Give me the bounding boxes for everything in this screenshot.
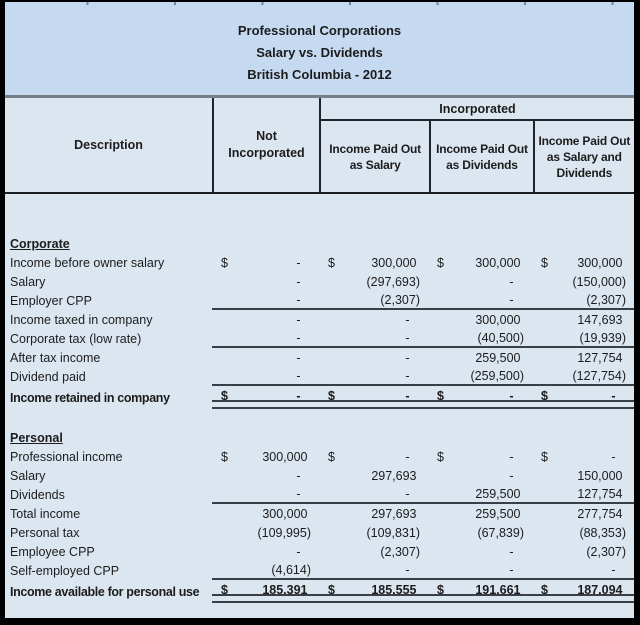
row-label: Income retained in company [10, 390, 170, 405]
row-values [212, 253, 634, 272]
table-header [5, 98, 634, 192]
cell-value: (19,939) [579, 330, 626, 345]
title-band [5, 2, 634, 95]
dollar-sign: $ [221, 582, 228, 597]
row-label [5, 409, 212, 428]
table-row [5, 329, 634, 348]
cell-value: (2,307) [586, 544, 626, 559]
cell-value: - [611, 449, 626, 464]
table-cell [212, 580, 319, 603]
table-row [5, 542, 634, 561]
row-values [212, 367, 634, 386]
cell-value: - [509, 292, 524, 307]
table-row [5, 523, 634, 542]
table-cell [319, 523, 428, 542]
table-cell [532, 504, 634, 523]
cell-value: 150,000 [577, 468, 626, 483]
row-values [212, 485, 634, 504]
cell-value: (109,831) [366, 525, 420, 540]
cell-value: - [296, 312, 311, 327]
table-cell [532, 291, 634, 308]
cell-value: - [296, 292, 311, 307]
row-label: Self-employed CPP [10, 563, 120, 578]
cell-value: 300,000 [475, 255, 524, 270]
cell-value: - [405, 330, 420, 345]
dollar-sign: $ [437, 388, 444, 403]
cell-value: - [296, 274, 311, 289]
cell-value: (150,000) [572, 274, 626, 289]
table-cell [319, 253, 428, 272]
table-body [5, 194, 634, 618]
table-cell [319, 329, 428, 346]
table-cell [428, 542, 532, 561]
table-cell [428, 386, 532, 409]
table-cell [428, 272, 532, 291]
table-cell [428, 580, 532, 603]
table-cell [319, 310, 428, 329]
cell-value: (259,500) [470, 368, 524, 383]
row-label: Corporate tax (low rate) [10, 331, 142, 346]
header-sub-column [321, 121, 429, 192]
table-cell [319, 272, 428, 291]
header-label-line: Income Paid Out [329, 141, 421, 156]
table-cell [319, 386, 428, 409]
table-cell [428, 291, 532, 308]
header-label-line: as Salary and [546, 149, 622, 164]
row-values [212, 542, 634, 561]
cell-value: (109,995) [257, 525, 311, 540]
table-cell [532, 272, 634, 291]
cell-value: 300,000 [262, 506, 311, 521]
row-values [212, 386, 634, 409]
row-label: After tax income [10, 350, 101, 365]
table-cell [212, 272, 319, 291]
cell-value: 297,693 [371, 468, 420, 483]
table-cell [428, 561, 532, 578]
table-cell [319, 542, 428, 561]
table-cell [428, 329, 532, 346]
table-cell [319, 580, 428, 603]
table-cell [532, 348, 634, 367]
cell-value: - [405, 350, 420, 365]
cell-value: - [509, 274, 524, 289]
dollar-sign: $ [328, 255, 335, 270]
table-cell [532, 329, 634, 346]
cell-value: 127,754 [577, 350, 626, 365]
dollar-sign: $ [328, 449, 335, 464]
dollar-sign: $ [221, 255, 228, 270]
row-values [212, 580, 634, 603]
row-label: Employee CPP [10, 544, 95, 559]
header-label-line: Income Paid Out [436, 141, 528, 156]
table-cell [319, 367, 428, 384]
dollar-sign: $ [541, 388, 548, 403]
row-label: Dividends [10, 487, 65, 502]
cell-value: (67,839) [477, 525, 524, 540]
table-cell [212, 386, 319, 409]
header-label-line: Not [256, 129, 277, 143]
row-values [212, 329, 634, 348]
table-cell [319, 348, 428, 367]
row-values [212, 447, 634, 466]
table-row [5, 504, 634, 523]
table-row [5, 367, 634, 386]
row-label: Personal tax [10, 525, 80, 540]
cell-value: 127,754 [577, 486, 626, 501]
cell-value: 300,000 [475, 312, 524, 327]
cell-value: - [509, 388, 524, 403]
cell-value: (88,353) [579, 525, 626, 540]
cell-value: - [296, 486, 311, 501]
table-row [5, 272, 634, 291]
table-cell [428, 310, 532, 329]
table-cell [428, 485, 532, 502]
table-cell [532, 447, 634, 466]
header-description: Description [74, 137, 143, 152]
cell-value: 277,754 [577, 506, 626, 521]
row-label: Salary [10, 274, 46, 289]
page-title-line-3: British Columbia - 2012 [247, 66, 392, 82]
table-cell [532, 523, 634, 542]
cell-value: - [296, 368, 311, 383]
table-cell [319, 561, 428, 578]
header-label-line: Incorporated [228, 146, 305, 160]
table-cell [428, 367, 532, 384]
cell-value: 300,000 [577, 255, 626, 270]
table-cell [319, 504, 428, 523]
cell-value: (4,614) [271, 562, 311, 577]
table-row [5, 580, 634, 603]
page-title-line-2: Salary vs. Dividends [256, 44, 383, 60]
cell-value: 259,500 [475, 350, 524, 365]
table-cell [212, 447, 319, 466]
row-label: Corporate [10, 236, 70, 251]
dollar-sign: $ [437, 255, 444, 270]
row-label: Income taxed in company [10, 312, 153, 327]
cell-value: 185,391 [262, 582, 311, 597]
dollar-sign: $ [437, 582, 444, 597]
header-label-line: Dividends [556, 165, 613, 180]
table-row [5, 253, 634, 272]
header-label-line: as Dividends [446, 157, 518, 172]
cell-value: - [296, 468, 311, 483]
cell-value: - [405, 562, 420, 577]
cell-value: - [405, 486, 420, 501]
row-label: Dividend paid [10, 369, 86, 384]
table-cell [532, 466, 634, 485]
cell-value: 191,661 [475, 582, 524, 597]
row-values [212, 310, 634, 329]
table-cell [212, 523, 319, 542]
cell-value: 259,500 [475, 506, 524, 521]
table-cell [212, 504, 319, 523]
table-cell [428, 466, 532, 485]
row-values [212, 523, 634, 542]
row-values [212, 466, 634, 485]
table-cell [319, 291, 428, 308]
sheet [5, 2, 634, 618]
cell-value: - [509, 562, 524, 577]
cell-value: 300,000 [371, 255, 420, 270]
row-values [212, 504, 634, 523]
row-label: Personal [10, 430, 63, 445]
cell-value: 300,000 [262, 449, 311, 464]
table-cell [212, 329, 319, 346]
row-values [212, 272, 634, 291]
table-cell [532, 310, 634, 329]
table-cell [212, 485, 319, 502]
cell-value: (40,500) [477, 330, 524, 345]
cell-value: - [611, 562, 626, 577]
table-cell [532, 485, 634, 502]
row-label: Salary [10, 468, 46, 483]
cell-value: - [296, 388, 311, 403]
table-cell [532, 542, 634, 561]
dollar-sign: $ [328, 388, 335, 403]
cell-value: (2,307) [380, 544, 420, 559]
cell-value: (2,307) [380, 292, 420, 307]
table-cell [319, 447, 428, 466]
table-cell [532, 253, 634, 272]
cell-value: - [509, 449, 524, 464]
cell-value: - [405, 312, 420, 327]
row-label: Employer CPP [10, 293, 92, 308]
header-label-line: Income Paid Out [538, 133, 631, 148]
cell-value: - [405, 368, 420, 383]
table-cell [428, 348, 532, 367]
table-row [5, 428, 634, 447]
row-values [212, 291, 634, 310]
header-incorporated: Incorporated [321, 98, 634, 121]
table-cell [532, 386, 634, 409]
dollar-sign: $ [437, 449, 444, 464]
table-row [5, 291, 634, 310]
cell-value: (127,754) [572, 368, 626, 383]
table-cell [428, 523, 532, 542]
table-row [5, 447, 634, 466]
dollar-sign: $ [541, 582, 548, 597]
table-row [5, 561, 634, 580]
table-cell [212, 367, 319, 384]
table-cell [319, 466, 428, 485]
dollar-sign: $ [541, 255, 548, 270]
row-values [212, 348, 634, 367]
row-label: Professional income [10, 449, 123, 464]
cell-value: - [296, 350, 311, 365]
header-label-line: as Salary [349, 157, 401, 172]
dollar-sign: $ [221, 449, 228, 464]
table-cell [428, 447, 532, 466]
header-sub-column [533, 121, 634, 192]
cell-value: - [296, 544, 311, 559]
cell-value: 297,693 [371, 506, 420, 521]
header-sub-column [429, 121, 532, 192]
table-cell [532, 580, 634, 603]
table-cell [428, 504, 532, 523]
table-cell [212, 542, 319, 561]
row-label: Income available for personal use [10, 584, 200, 599]
header-not-incorporated [212, 98, 319, 192]
row-values [212, 561, 634, 580]
dollar-sign: $ [221, 388, 228, 403]
table-cell [532, 561, 634, 578]
cell-value: 187,094 [577, 582, 626, 597]
cell-value: - [296, 255, 311, 270]
table-row [5, 386, 634, 409]
table-cell [319, 485, 428, 502]
table-row [5, 485, 634, 504]
dollar-sign: $ [328, 582, 335, 597]
table-cell [212, 466, 319, 485]
cell-value: - [611, 388, 626, 403]
spacer-row [5, 409, 634, 428]
cell-value: 259,500 [475, 486, 524, 501]
header-incorporated-group [319, 98, 634, 192]
cell-value: 147,693 [577, 312, 626, 327]
table-cell [212, 253, 319, 272]
cell-value: - [405, 449, 420, 464]
row-label: Income before owner salary [10, 255, 165, 270]
row-label: Total income [10, 506, 81, 521]
table-cell [212, 561, 319, 578]
cell-value: 185,555 [371, 582, 420, 597]
table-cell [428, 253, 532, 272]
header-sub-columns [321, 121, 634, 192]
gridline-ticks [5, 2, 634, 5]
cell-value: - [509, 544, 524, 559]
cell-value: - [509, 468, 524, 483]
table-cell [212, 348, 319, 367]
table-cell [212, 291, 319, 308]
table-row [5, 466, 634, 485]
table-row [5, 310, 634, 329]
table-cell [212, 310, 319, 329]
cell-value: - [405, 388, 420, 403]
table-row [5, 348, 634, 367]
dollar-sign: $ [541, 449, 548, 464]
cell-value: (2,307) [586, 292, 626, 307]
page-title-line-1: Professional Corporations [237, 22, 402, 38]
cell-value: (297,693) [366, 274, 420, 289]
cell-value: - [296, 330, 311, 345]
table-row [5, 234, 634, 253]
table-cell [532, 367, 634, 384]
